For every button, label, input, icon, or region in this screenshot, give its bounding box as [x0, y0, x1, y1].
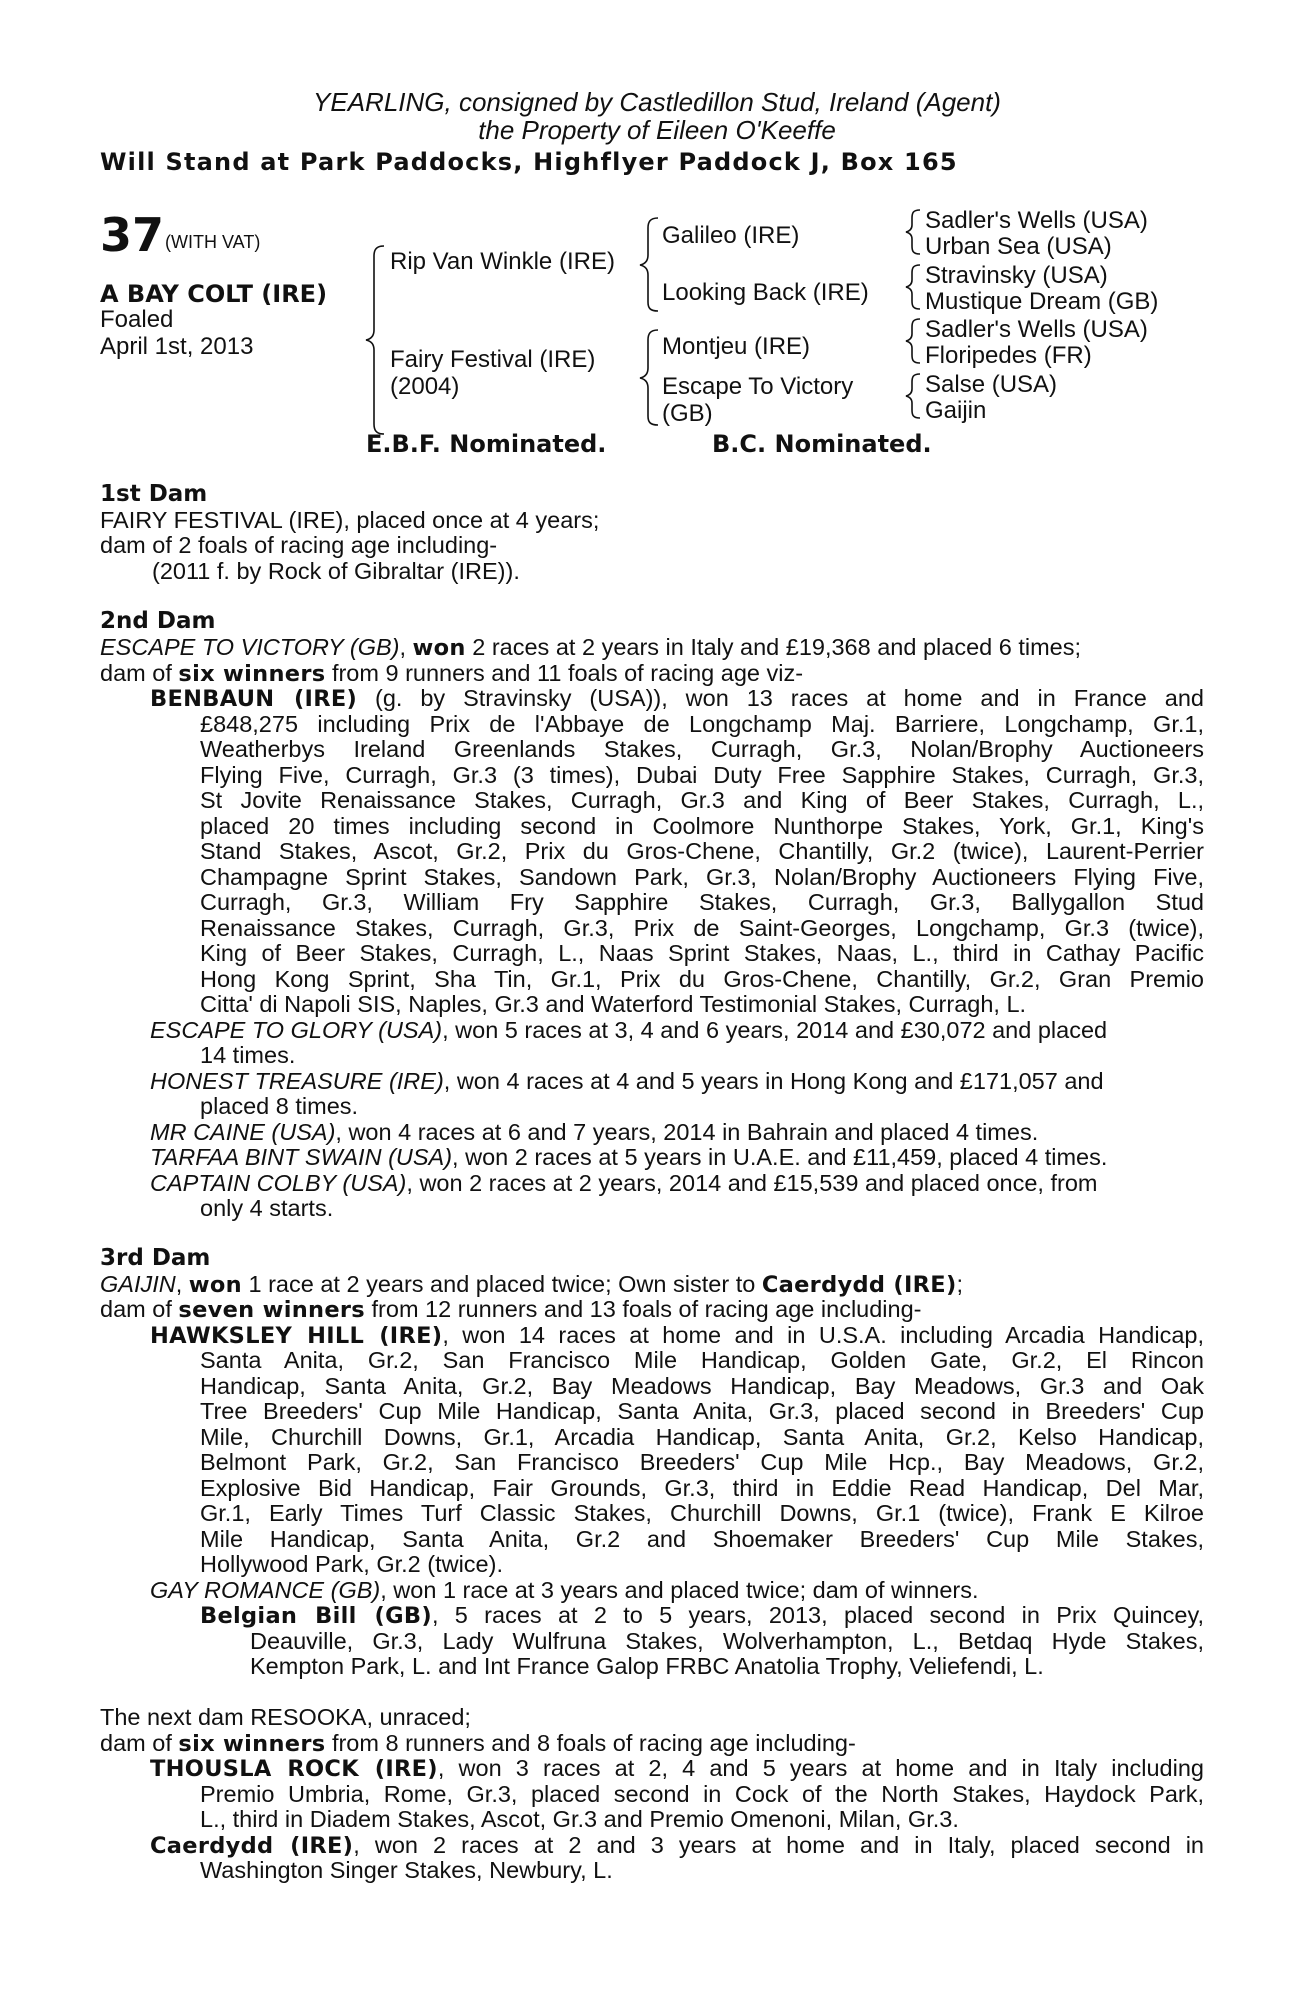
- belgian-bill-line: Belgian Bill (GB), 5 races at 2 to 5 years, 2013, placed second in Prix Quincey,: [200, 1602, 1204, 1629]
- runner-line: CAPTAIN COLBY (USA), won 2 races at 2 years, 2014 and £15,539 and placed once, from: [150, 1170, 1098, 1196]
- next-dam-line: dam of six winners from 8 runners and 8 foals of racing age including-: [100, 1730, 856, 1757]
- brace-main: [366, 246, 384, 434]
- bc-nomination: B.C. Nominated.: [712, 430, 932, 458]
- runner-line: HONEST TREASURE (IRE), won 4 races at 4 and 5 years in Hong Kong and £171,057 and: [150, 1068, 1104, 1094]
- hawksley-line: Gr.1, Early Times Turf Classic Stakes, Churchill Downs, Gr.1 (twice), Frank E Kilroe: [200, 1500, 1204, 1526]
- second-dam-line: ESCAPE TO VICTORY (GB), won 2 races at 2 years in Italy and £19,368 and placed 6 times;: [100, 634, 1082, 661]
- first-dam-line: dam of 2 foals of racing age including-: [100, 532, 498, 558]
- third-dam-line: dam of seven winners from 12 runners and 13 foals of racing age including-: [100, 1296, 922, 1323]
- thousla-name: THOUSLA ROCK (IRE): [150, 1756, 438, 1782]
- dam-sire: Montjeu (IRE): [662, 333, 811, 360]
- first-dam-heading: 1st Dam: [100, 481, 208, 507]
- hawksley-line: Mile Handicap, Santa Anita, Gr.2 and Shoemaker Breeders' Cup Mile Stakes,: [200, 1526, 1204, 1552]
- third-dam-line: GAIJIN, won 1 race at 2 years and placed twice; Own sister to Caerdydd (IRE);: [100, 1271, 964, 1298]
- brace-g34: [906, 265, 920, 309]
- benbaun-line: Hong Kong Sprint, Sha Tin, Gr.1, Prix du Gros-Chene, Chantilly, Gr.2, Gran Premio: [200, 966, 1204, 992]
- runner-name: HONEST TREASURE (IRE): [150, 1068, 444, 1094]
- gay-romance-line: GAY ROMANCE (GB), won 1 race at 3 years and placed twice; dam of winners.: [150, 1577, 979, 1603]
- foaled-label: Foaled: [100, 306, 174, 333]
- caerdydd-line: Washington Singer Stakes, Newbury, L.: [200, 1857, 613, 1883]
- hawksley-line: Santa Anita, Gr.2, San Francisco Mile Handicap, Golden Gate, Gr.2, El Rincon: [200, 1347, 1204, 1373]
- hawksley-line: Tree Breeders' Cup Mile Handicap, Santa Anita, Gr.3, placed second in Breeders' Cup: [200, 1398, 1204, 1424]
- brace-g12: [906, 210, 920, 254]
- runner-line: 14 times.: [200, 1042, 296, 1068]
- brace-g78: [906, 374, 920, 418]
- first-dam-line: FAIRY FESTIVAL (IRE), placed once at 4 years;: [100, 507, 600, 533]
- granddam-1: Urban Sea (USA): [925, 233, 1112, 260]
- won-label: won: [188, 1272, 242, 1298]
- gay-romance-name: GAY ROMANCE (GB): [150, 1577, 381, 1603]
- sire: Rip Van Winkle (IRE): [390, 248, 615, 275]
- caerdydd-line: Caerdydd (IRE), won 2 races at 2 and 3 years at home and in Italy, placed second in: [150, 1832, 1205, 1859]
- granddam-3: Floripedes (FR): [925, 342, 1092, 369]
- won-label: won: [412, 635, 466, 661]
- runner-name: CAPTAIN COLBY (USA): [150, 1170, 407, 1196]
- runner-line: TARFAA BINT SWAIN (USA), won 2 races at 5 years in U.A.E. and £11,459, placed 4 times.: [150, 1144, 1108, 1170]
- third-dam-heading: 3rd Dam: [100, 1245, 211, 1271]
- third-dam-name: GAIJIN: [100, 1271, 176, 1297]
- benbaun-line: Curragh, Gr.3, William Fry Sapphire Stakes, Curragh, Gr.3, Ballygallon Stud: [200, 889, 1204, 915]
- foaled-date: April 1st, 2013: [100, 333, 254, 360]
- hawksley-line: HAWKSLEY HILL (IRE), won 14 races at home and in U.S.A. including Arcadia Handicap,: [150, 1322, 1204, 1349]
- dam-line-1: Fairy Festival (IRE): [390, 346, 596, 373]
- brace-sire: [640, 218, 658, 311]
- hawksley-line: Mile, Churchill Downs, Gr.1, Arcadia Handicap, Santa Anita, Gr.2, Kelso Handicap,: [200, 1424, 1204, 1450]
- benbaun-line: St Jovite Renaissance Stakes, Curragh, Gr.3 and King of Beer Stakes, Curragh, L.,: [200, 787, 1204, 813]
- belgian-bill-name: Belgian Bill (GB): [200, 1603, 432, 1629]
- dam-dam-line-2: (GB): [662, 400, 713, 427]
- sire-dam: Looking Back (IRE): [662, 279, 869, 306]
- lot-description: A BAY COLT (IRE): [100, 280, 328, 308]
- grandsire-3: Sadler's Wells (USA): [925, 316, 1148, 343]
- runner-line: placed 8 times.: [200, 1093, 359, 1119]
- granddam-4: Gaijin: [925, 397, 987, 424]
- first-dam-line: (2011 f. by Rock of Gibraltar (IRE)).: [152, 558, 520, 584]
- vat-note: (WITH VAT): [165, 232, 261, 252]
- thousla-line: Premio Umbria, Rome, Gr.3, placed second in Cock of the North Stakes, Haydock Park,: [200, 1781, 1204, 1807]
- grandsire-2: Stravinsky (USA): [925, 262, 1108, 289]
- dam-dam-line-1: Escape To Victory: [662, 373, 854, 400]
- hawksley-line: Handicap, Santa Anita, Gr.2, Bay Meadows Handicap, Bay Meadows, Gr.3 and Oak: [200, 1373, 1204, 1399]
- brace-g56: [906, 319, 920, 363]
- second-dam-heading: 2nd Dam: [100, 608, 216, 634]
- benbaun-line: placed 20 times including second in Coolmore Nunthorpe Stakes, York, Gr.1, King's: [200, 813, 1204, 839]
- runner-line: MR CAINE (USA), won 4 races at 6 and 7 years, 2014 in Bahrain and placed 4 times.: [150, 1119, 1039, 1145]
- brace-dam: [640, 330, 658, 425]
- thousla-line: THOUSLA ROCK (IRE), won 3 races at 2, 4 and 5 years at home and in Italy including: [150, 1755, 1204, 1782]
- caerdydd-name: Caerdydd (IRE): [150, 1833, 354, 1859]
- benbaun-line: Renaissance Stakes, Curragh, Gr.3, Prix de Saint-Georges, Longchamp, Gr.3 (twice),: [200, 915, 1204, 941]
- stand-location: Will Stand at Park Paddocks, Highflyer Paddock J, Box 165: [100, 148, 958, 176]
- winners-count: six winners: [178, 661, 326, 687]
- ebf-nomination: E.B.F. Nominated.: [366, 430, 607, 458]
- sister-name: Caerdydd (IRE): [761, 1272, 957, 1298]
- second-dam-name: ESCAPE TO VICTORY (GB): [100, 634, 400, 660]
- runner-line: only 4 starts.: [200, 1195, 334, 1221]
- thousla-line: L., third in Diadem Stakes, Ascot, Gr.3 and Premio Omenoni, Milan, Gr.3.: [200, 1806, 959, 1832]
- property-line: the Property of Eileen O'Keeffe: [478, 115, 836, 145]
- winners-count: six winners: [178, 1731, 326, 1757]
- sire-sire: Galileo (IRE): [662, 222, 800, 249]
- runner-line: ESCAPE TO GLORY (USA), won 5 races at 3, 4 and 6 years, 2014 and £30,072 and placed: [150, 1017, 1108, 1043]
- benbaun-line: Weatherbys Ireland Greenlands Stakes, Curragh, Gr.3, Nolan/Brophy Auctioneers: [200, 736, 1204, 762]
- runner-name: TARFAA BINT SWAIN (USA): [150, 1144, 453, 1170]
- benbaun-line: Stand Stakes, Ascot, Gr.2, Prix du Gros-Chene, Chantilly, Gr.2 (twice), Laurent-Perrier: [200, 838, 1204, 864]
- dam-line-2: (2004): [390, 373, 460, 400]
- benbaun-line: Flying Five, Curragh, Gr.3 (3 times), Dubai Duty Free Sapphire Stakes, Curragh, Gr.3,: [200, 762, 1204, 788]
- hawksley-line: Belmont Park, Gr.2, San Francisco Breeders' Cup Mile Hcp., Bay Meadows, Gr.2,: [200, 1449, 1204, 1475]
- consignor-line: YEARLING, consigned by Castledillon Stud, Ireland (Agent): [313, 87, 1001, 117]
- next-dam-line: The next dam RESOOKA, unraced;: [100, 1704, 471, 1730]
- benbaun-line: £848,275 including Prix de l'Abbaye de Longchamp Maj. Barriere, Longchamp, Gr.1,: [200, 711, 1204, 737]
- benbaun-line: Champagne Sprint Stakes, Sandown Park, Gr.3, Nolan/Brophy Auctioneers Flying Five,: [200, 864, 1204, 890]
- grandsire-4: Salse (USA): [925, 371, 1058, 398]
- second-dam-line: dam of six winners from 9 runners and 11 foals of racing age viz-: [100, 660, 804, 687]
- lot-number: 37: [100, 208, 165, 262]
- hawksley-line: Hollywood Park, Gr.2 (twice).: [200, 1551, 503, 1577]
- runner-name: ESCAPE TO GLORY (USA): [150, 1017, 443, 1043]
- benbaun-line: BENBAUN (IRE) (g. by Stravinsky (USA)), won 13 races at home and in France and: [150, 685, 1204, 712]
- winners-count: seven winners: [178, 1297, 365, 1323]
- belgian-bill-line: Deauville, Gr.3, Lady Wulfruna Stakes, Wolverhampton, L., Betdaq Hyde Stakes,: [250, 1628, 1204, 1654]
- belgian-bill-line: Kempton Park, L. and Int France Galop FRBC Anatolia Trophy, Veliefendi, L.: [250, 1653, 1044, 1679]
- granddam-2: Mustique Dream (GB): [925, 288, 1159, 315]
- runner-name: MR CAINE (USA): [150, 1119, 336, 1145]
- hawksley-line: Explosive Bid Handicap, Fair Grounds, Gr.3, third in Eddie Read Handicap, Del Mar,: [200, 1475, 1204, 1501]
- benbaun-line: King of Beer Stakes, Curragh, L., Naas Sprint Stakes, Naas, L., third in Cathay Pacific: [200, 940, 1204, 966]
- benbaun-name: BENBAUN (IRE): [150, 686, 358, 712]
- hawksley-name: HAWKSLEY HILL (IRE): [150, 1323, 443, 1349]
- grandsire-1: Sadler's Wells (USA): [925, 207, 1148, 234]
- benbaun-line: Citta' di Napoli SIS, Naples, Gr.3 and Waterford Testimonial Stakes, Curragh, L.: [200, 991, 1027, 1017]
